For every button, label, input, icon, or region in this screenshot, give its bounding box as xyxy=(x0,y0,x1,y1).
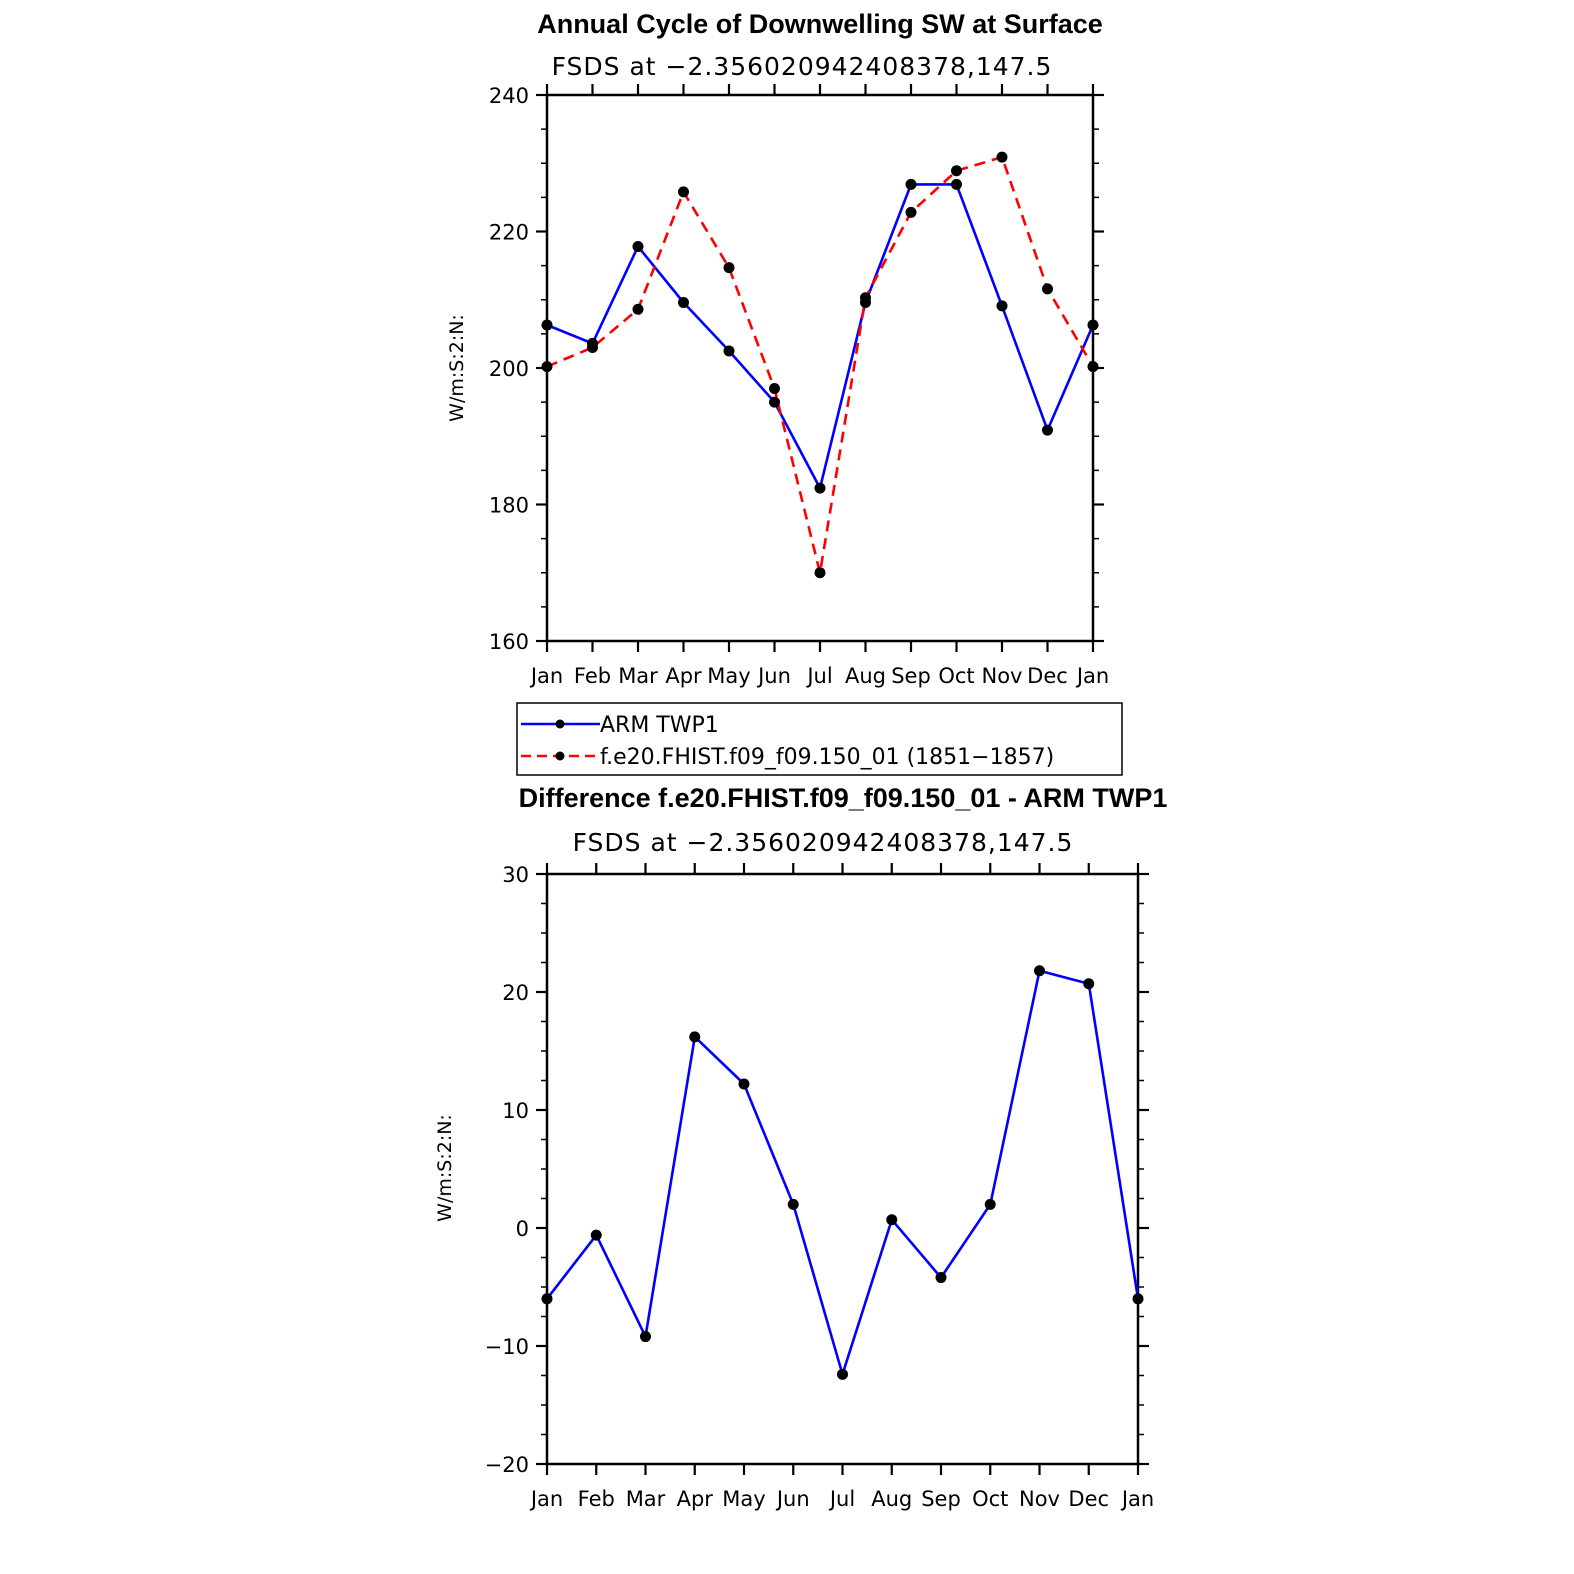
chart1-y-tick-label: 220 xyxy=(488,220,529,245)
chart2-x-tick-label: Dec xyxy=(1068,1487,1110,1511)
chart1-y-axis-label: W/m:S:2:N: xyxy=(446,314,468,422)
chart1-x-tick-label: Aug xyxy=(844,664,887,688)
chart2-y-tick-label: 0 xyxy=(515,1217,529,1241)
chart2-x-tick-label: Aug xyxy=(871,1487,913,1511)
chart2-data-point xyxy=(936,1272,947,1283)
chart1-data-point xyxy=(951,179,962,190)
chart1-x-tick-label: Jul xyxy=(807,664,833,688)
chart1-x-tick-label: Dec xyxy=(1027,664,1068,688)
chart1-data-point xyxy=(1042,425,1053,436)
chart2-data-point xyxy=(640,1331,651,1342)
chart1-data-point xyxy=(997,152,1008,163)
legend xyxy=(517,703,1122,775)
chart1-x-tick-label: Apr xyxy=(665,664,702,688)
chart2-data-point xyxy=(591,1230,602,1241)
chart1-x-tick-label: May xyxy=(707,664,751,688)
chart1-series-line-1 xyxy=(547,157,1093,573)
chart1-x-tick-label: Mar xyxy=(618,664,658,688)
chart2-data-point xyxy=(886,1214,897,1225)
chart1-series-line-0 xyxy=(547,184,1093,488)
chart1-data-point xyxy=(678,297,689,308)
chart1-data-point xyxy=(587,342,598,353)
chart1-data-point xyxy=(1088,320,1099,331)
chart2-title: Difference f.e20.FHIST.f09_f09.150_01 - ARM TWP1 xyxy=(518,783,1168,813)
chart2-x-tick-label: Apr xyxy=(676,1487,713,1511)
chart2-x-tick-label: Jun xyxy=(776,1487,810,1511)
difference-chart xyxy=(434,783,1167,1511)
chart2-series-line-0 xyxy=(547,971,1138,1375)
chart2-x-tick-label: Mar xyxy=(625,1487,666,1511)
chart2-y-tick-label: −10 xyxy=(484,1335,529,1359)
chart2-x-tick-label: Jan xyxy=(530,1487,564,1511)
chart2-data-point xyxy=(542,1293,553,1304)
legend-marker-model xyxy=(556,752,565,761)
chart1-data-point xyxy=(542,361,553,372)
chart1-x-tick-label: Oct xyxy=(938,664,975,688)
chart2-x-tick-label: Sep xyxy=(921,1487,961,1511)
chart2-data-point xyxy=(1083,978,1094,989)
chart1-plot-frame xyxy=(547,95,1093,641)
chart2-x-tick-label: Jul xyxy=(829,1487,856,1511)
chart1-title: Annual Cycle of Downwelling SW at Surface xyxy=(537,9,1103,39)
chart2-data-point xyxy=(837,1369,848,1380)
chart2-data-point xyxy=(788,1199,799,1210)
chart1-x-tick-label: Jan xyxy=(530,664,564,688)
chart1-data-point xyxy=(1088,361,1099,372)
legend-marker-arm xyxy=(556,720,565,729)
chart1-data-point xyxy=(951,165,962,176)
chart1-x-tick-label: Jun xyxy=(758,664,791,688)
chart1-data-point xyxy=(724,262,735,273)
chart2-y-tick-label: −20 xyxy=(484,1453,529,1477)
chart1-y-tick-label: 160 xyxy=(488,630,529,654)
chart1-data-point xyxy=(997,300,1008,311)
chart2-x-tick-label: May xyxy=(722,1487,766,1511)
chart1-data-point xyxy=(860,292,871,303)
legend-label-arm: ARM TWP1 xyxy=(600,713,719,738)
annual-cycle-chart xyxy=(446,9,1109,688)
chart2-y-tick-label: 10 xyxy=(502,1099,529,1123)
chart2-x-tick-label: Feb xyxy=(577,1487,615,1511)
chart2-data-point xyxy=(739,1079,750,1090)
chart1-data-point xyxy=(906,179,917,190)
chart1-data-point xyxy=(1042,283,1053,294)
chart2-data-point xyxy=(689,1031,700,1042)
chart1-y-tick-label: 240 xyxy=(488,84,529,108)
chart1-x-tick-label: Nov xyxy=(981,664,1023,688)
chart2-subtitle: FSDS at −2.356020942408378,147.5 xyxy=(572,828,1074,857)
chart1-data-point xyxy=(815,483,826,494)
chart2-data-point xyxy=(1034,965,1045,976)
chart1-data-point xyxy=(724,345,735,356)
chart2-y-axis-label: W/m:S:2:N: xyxy=(434,1114,456,1222)
chart1-data-point xyxy=(542,320,553,331)
chart1-y-tick-label: 200 xyxy=(488,357,529,381)
chart2-data-point xyxy=(985,1199,996,1210)
chart1-x-tick-label: Jan xyxy=(1076,664,1110,688)
chart1-x-tick-label: Feb xyxy=(573,664,612,688)
chart1-data-point xyxy=(769,383,780,394)
chart1-data-point xyxy=(633,241,644,252)
chart1-subtitle: FSDS at −2.356020942408378,147.5 xyxy=(551,52,1053,81)
chart2-y-tick-label: 30 xyxy=(502,863,529,887)
chart2-y-tick-label: 20 xyxy=(502,981,529,1005)
chart1-data-point xyxy=(906,207,917,218)
chart2-x-tick-label: Jan xyxy=(1121,1487,1155,1511)
chart1-data-point xyxy=(678,186,689,197)
chart1-y-tick-label: 180 xyxy=(488,493,529,518)
chart2-x-tick-label: Nov xyxy=(1019,1487,1060,1511)
chart1-data-point xyxy=(769,397,780,408)
chart1-data-point xyxy=(633,304,644,315)
chart1-data-point xyxy=(815,567,826,578)
chart1-x-tick-label: Sep xyxy=(891,664,931,688)
chart2-x-tick-label: Oct xyxy=(972,1487,1009,1511)
chart2-data-point xyxy=(1133,1293,1144,1304)
legend-label-model: f.e20.FHIST.f09_f09.150_01 (1851−1857) xyxy=(600,745,1055,770)
